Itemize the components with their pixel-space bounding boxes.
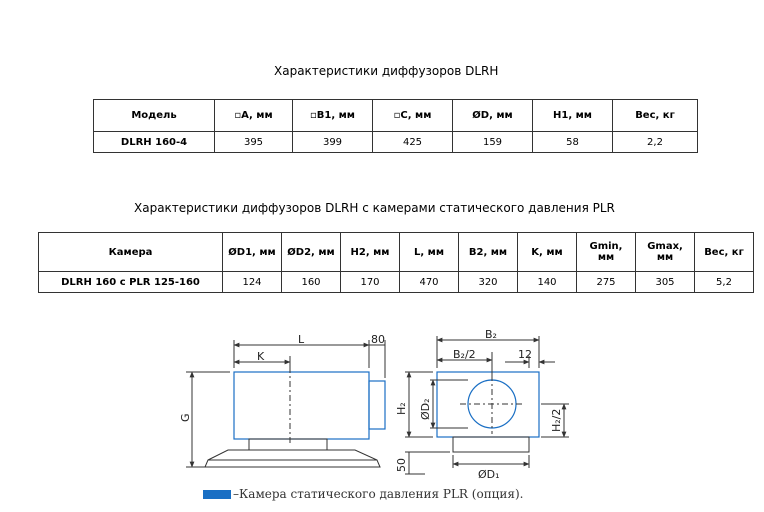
table2-data-cell: DLRH 160 с PLR 125-160 (39, 272, 223, 293)
table1-data-cell: 2,2 (613, 132, 698, 153)
table1-header-cell: ▫B1, мм (293, 100, 373, 132)
front-neck (453, 437, 529, 452)
legend (203, 487, 523, 501)
legend-text: –Камера статического давления PLR (опция). (233, 487, 524, 501)
table1-header-cell: ▫A, мм (215, 100, 293, 132)
dim-50: 50 (395, 458, 408, 472)
table2-data-cell: 170 (341, 272, 400, 293)
table2-header-cell: K, мм (518, 233, 577, 272)
dim-B2: B₂ (485, 328, 497, 341)
table2-header-cell: B2, мм (459, 233, 518, 272)
table1-header-cell: ØD, мм (453, 100, 533, 132)
table2-header-cell: Gmax, мм (636, 233, 695, 272)
side-outlet-spigot (369, 381, 385, 429)
table2-data-cell: 320 (459, 272, 518, 293)
table2-title: Характеристики диффузоров DLRH с камерами статического давления PLR (134, 201, 615, 215)
dim-80: 80 (371, 333, 385, 346)
dim-H2-half: H₂/2 (550, 408, 563, 432)
table2-data-cell: 124 (223, 272, 282, 293)
dim-12: 12 (518, 348, 532, 361)
side-chamber-body (234, 372, 369, 439)
table2-header-cell: Gmin, мм (577, 233, 636, 272)
table1-header-cell: H1, мм (533, 100, 613, 132)
table2-header-cell: Вес, кг (695, 233, 754, 272)
table2-header-cell: ØD1, мм (223, 233, 282, 272)
dim-D2: ØD₂ (419, 398, 432, 420)
dim-B2-half: B₂/2 (453, 348, 476, 361)
table2-header-cell: L, мм (400, 233, 459, 272)
table1-data-cell: DLRH 160-4 (94, 132, 215, 153)
table1-title: Характеристики диффузоров DLRH (274, 64, 499, 78)
table1-data-cell: 395 (215, 132, 293, 153)
dim-D1: ØD₁ (478, 468, 500, 481)
table1-data-cell: 425 (373, 132, 453, 153)
table2-data-cell: 160 (282, 272, 341, 293)
dim-G: G (179, 413, 192, 422)
table2-header-cell: H2, мм (341, 233, 400, 272)
table1-header-cell: Модель (94, 100, 215, 132)
table2-header-cell: ØD2, мм (282, 233, 341, 272)
table2-data-cell: 140 (518, 272, 577, 293)
table2-data-cell: 470 (400, 272, 459, 293)
legend-swatch (203, 490, 231, 499)
table1-data-cell: 159 (453, 132, 533, 153)
table1-header-cell: ▫C, мм (373, 100, 453, 132)
dim-L: L (298, 333, 305, 346)
table2-data-cell: 275 (577, 272, 636, 293)
side-neck (249, 439, 327, 450)
table1-data-cell: 58 (533, 132, 613, 153)
side-diffuser (205, 450, 380, 467)
table1-data-cell: 399 (293, 132, 373, 153)
table1-header-cell: Вес, кг (613, 100, 698, 132)
table2-data-cell: 5,2 (695, 272, 754, 293)
table2-header-cell: Камера (39, 233, 223, 272)
dim-K: K (257, 350, 265, 363)
dim-H2: H₂ (395, 402, 408, 415)
table2-data-cell: 305 (636, 272, 695, 293)
